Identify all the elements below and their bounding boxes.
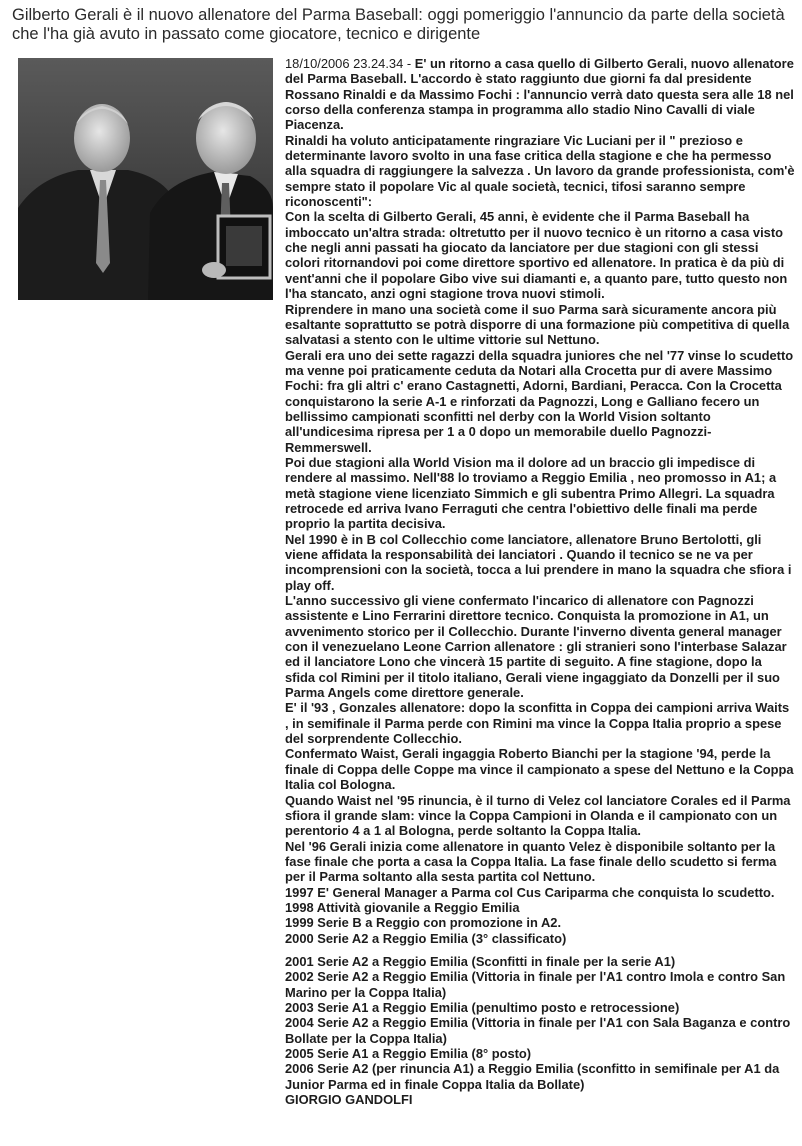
article-paragraph: Quando Waist nel '95 rinuncia, è il turno di Velez col lanciatore Corales ed il Parma sfiora il grande slam: vince la Coppa Campioni in Olanda e il campionato con un perentorio 4 a 1 al Bologna, perde soltanto la Coppa Italia.: [285, 792, 791, 839]
article-author: GIORGIO GANDOLFI: [285, 1092, 413, 1108]
timeline-entry: 2005 Serie A1 a Reggio Emilia (8° posto): [285, 1046, 532, 1061]
timeline-entry: 1998 Attività giovanile a Reggio Emilia: [285, 899, 520, 915]
article-paragraph: Confermato Waist, Gerali ingaggia Roberto Bianchi per la stagione '94, perde la finale di Coppa delle Coppe ma vince il campionato a spese del Nettuno e la Coppa Italia col Bologna.: [285, 746, 794, 793]
timeline-entry: 1997 E' General Manager a Parma col Cus Cariparma che conquista lo scudetto.: [285, 884, 775, 900]
article-body: [285, 56, 795, 1107]
timeline-entry: 2003 Serie A1 a Reggio Emilia (penultimo posto e retrocessione): [285, 999, 680, 1015]
article-paragraph: Nel 1990 è in B col Collecchio come lanciatore, allenatore Bruno Bertolotti, gli viene affidata la responsabilità dei lanciatori . Quando il tecnico se ne va per incomprensioni con la società, tocca a lui prendere in mano la squadra che sfiora i play off.: [285, 531, 792, 593]
article-paragraph: [285, 56, 795, 133]
article-headline: Gilberto Gerali è il nuovo allenatore del Parma Baseball: oggi pomeriggio l'annuncio da parte della società che l'ha già avuto in passato come giocatore, tecnico e dirigente: [12, 6, 785, 43]
article-paragraph: Nel '96 Gerali inizia come allenatore in quanto Velez è disponibile soltanto per la fase finale che porta a casa la Coppa Italia. La fase finale dello scudetto si ferma per il Parma soltanto alla sesta partita col Nettuno.: [285, 838, 777, 885]
article-photo: [18, 58, 273, 300]
timeline-entry: 2000 Serie A2 a Reggio Emilia (3° classificato): [285, 930, 567, 946]
timeline-entry: 1999 Serie B a Reggio con promozione in A2.: [285, 915, 562, 931]
article-paragraph: E' il '93 , Gonzales allenatore: dopo la sconfitta in Coppa dei campioni arriva Waits , in semifinale il Parma perde con Rimini ma vince la Coppa Italia proprio a spese del sorprendente Collecchio.: [285, 700, 790, 747]
article-paragraph: L'anno successivo gli viene confermato l'incarico di allenatore con Pagnozzi assistente e Lino Ferrarini direttore tecnico. Conquista la promozione in A1, un avvenimento storico per il Collecchio. Durante l'inverno diventa general manager con il venezuelano Leone Carrion allenatore : gli stranieri sono l'interbase Salazar ed il lanciatore Lono che vincerà 15 partite di seguito. A fine stagione, dopo la sfida col Rimini per il titolo italiano, Gerali viene ingaggiato da Donzelli per il suo Parma Angels come direttore generale.: [285, 593, 787, 701]
timeline-entry: 2001 Serie A2 a Reggio Emilia (Sconfitti in finale per la serie A1): [285, 953, 676, 969]
article-paragraph: Riprendere in mano una società come il suo Parma sarà sicuramente ancora più esaltante soprattutto se potrà disporre di una formazione più competitiva di quella salvatasi a stento con le ultime vittorie sul Nettuno.: [285, 301, 790, 348]
article-paragraph: Gerali era uno dei sette ragazzi della squadra juniores che nel '77 vinse lo scudetto ma venne poi praticamente ceduta da Notari alla Crocetta pur di avere Massimo Fochi: fra gli altri c' erano Castagnetti, Adorni, Bardiani, Peracca. Con la Crocetta conquistarono la serie A-1 e rinforzati da Pagnozzi, Long e Galliano fecero un bellissimo campionati sconfitti nel derby con la World Vision soltanto all'undicesima ripresa per 1 a 0 dopo un memorabile duello Pagnozzi-Remmerswell.: [285, 347, 794, 455]
article-lead: E' un ritorno a casa quello di Gilberto Gerali, nuovo allenatore del Parma Baseball. L'accordo è stato raggiunto due giorni fa dal presidente Rossano Rinaldi e da Massimo Fochi : l'annuncio verrà dato questa sera alle 18 nel corso della conferenza stampa in programma allo stadio Nino Cavalli di viale Piacenza.: [285, 56, 794, 133]
article-dateline: 18/10/2006 23.24.34 -: [285, 56, 412, 71]
timeline-entry: 2004 Serie A2 a Reggio Emilia (Vittoria in finale per l'A1 con Sala Baganza e contro Bollate per la Coppa Italia): [285, 1015, 791, 1046]
article-paragraph: Con la scelta di Gilberto Gerali, 45 anni, è evidente che il Parma Baseball ha imboccato un'altra strada: oltretutto per il nuovo tecnico è un ritorno a casa visto che negli anni passati ha giocato da lanciatore per due stagioni con gli stessi colori ritornandovi poi come direttore sportivo ed allenatore. In pratica è da più di vent'anni che il popolare Gibo vive sui diamanti e, a quanto pare, tutto questo non l'ha stancato, anzi ogni stagione trova nuovi stimoli.: [285, 209, 788, 302]
article-paragraph: Poi due stagioni alla World Vision ma il dolore ad un braccio gli impedisce di rendere al massimo. Nell'88 lo troviamo a Reggio Emilia , neo promosso in A1; a metà stagione viene licenziato Simmich e gli subentra Primo Allegri. La squadra retrocede ed arriva Ivano Ferraguti che centra l'obiettivo delle finali ma perde proprio la partita decisiva.: [285, 454, 777, 532]
timeline-entry: 2002 Serie A2 a Reggio Emilia (Vittoria in finale per l'A1 contro Imola e contro San Marino per la Coppa Italia): [285, 969, 786, 1000]
article-paragraph: Rinaldi ha voluto anticipatamente ringraziare Vic Luciani per il " prezioso e determinante lavoro svolto in una fase critica della stagione e che ha permesso alla squadra di raggiungere la salvezza . Un lavoro da grande professionista, com'è sempre stato il popolare Vic al quale società, tecnici, tifosi saranno sempre riconoscenti":: [285, 132, 795, 210]
timeline-entry: 2006 Serie A2 (per rinuncia A1) a Reggio Emilia (sconfitto in semifinale per A1 da Junior Parma ed in finale Coppa Italia da Bollate): [285, 1061, 780, 1092]
section-gap: [285, 946, 795, 954]
